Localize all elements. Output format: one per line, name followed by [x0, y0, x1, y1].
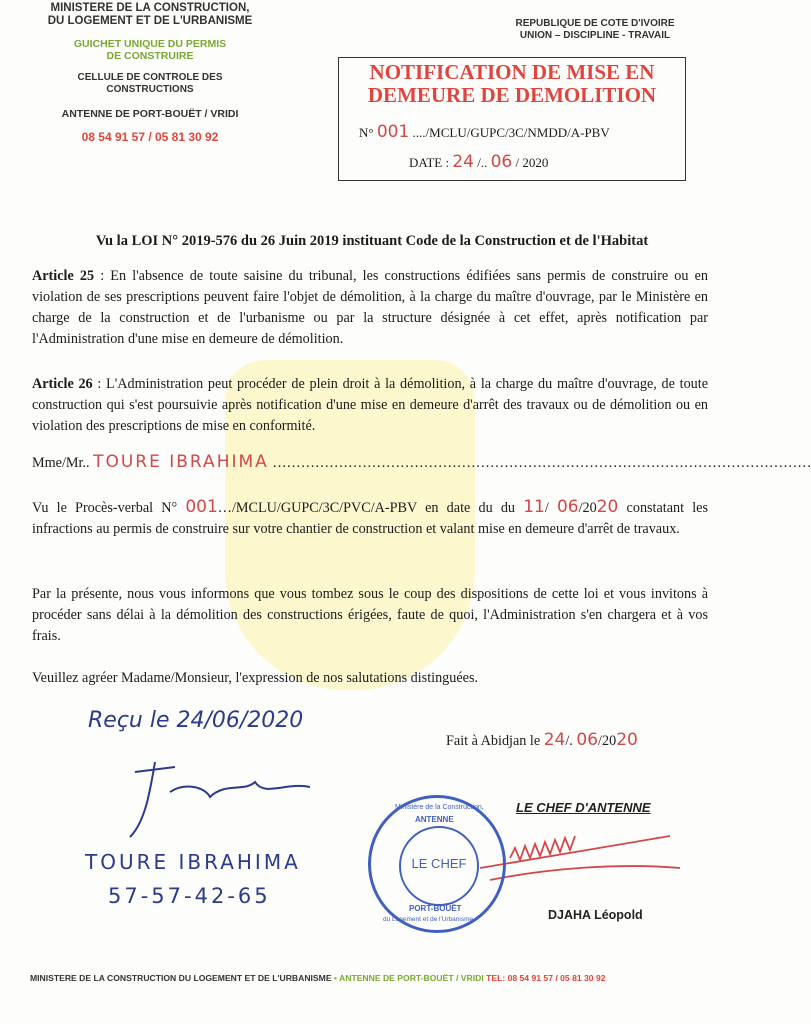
fait-year-suffix: 20: [616, 730, 638, 750]
antenne-label: ANTENNE DE PORT-BOUËT / VRIDI: [61, 108, 239, 120]
addressee-label: Mme/Mr: [32, 455, 83, 471]
date-day: 24: [452, 152, 474, 172]
date-label: DATE :: [409, 155, 450, 170]
pv-year-suffix: 20: [596, 497, 619, 517]
ministry-line1: MINISTERE DE LA CONSTRUCTION,: [50, 2, 250, 14]
footer-antenne: • ANTENNE DE PORT-BOUËT / VRIDI: [333, 973, 484, 983]
pv-year-prefix: /20: [578, 500, 597, 516]
pv-middle: …/MCLU/GUPC/3C/PVC/A-PBV en date du du: [217, 500, 516, 516]
article-26: [32, 374, 708, 437]
stamp-antenne: ANTENNE: [415, 815, 454, 824]
footer-ministry: MINISTERE DE LA CONSTRUCTION DU LOGEMENT ET DE L'URBANISME: [30, 973, 332, 983]
notification-box: [338, 57, 686, 181]
stamp-port: PORT-BOUËT: [409, 904, 462, 913]
addressee-dots: ……………………………………………………………………………………………………: [272, 455, 811, 471]
official-stamp: [368, 795, 506, 933]
notification-title-line1: NOTIFICATION DE MISE EN: [369, 60, 655, 84]
notification-date: DATE : 24 /.. 06 / 2020: [409, 152, 549, 172]
fait-month: 06: [576, 730, 599, 750]
header-republic: [470, 18, 720, 42]
stamp-center-label: LE CHEF: [411, 856, 467, 871]
receipt-phone: 57-57-42-65: [108, 884, 271, 908]
footer-tel: TEL: 08 54 91 57 / 05 81 30 92: [486, 973, 606, 983]
fait-day: 24: [543, 730, 566, 750]
salutations: Veuillez agréer Madame/Monsieur, l'expression de nos salutations distinguées.: [32, 670, 479, 686]
guichet-line2: DE CONSTRUIRE: [106, 50, 194, 62]
receipt-date: Reçu le 24/06/2020: [88, 708, 304, 733]
article-26-label: Article 26: [32, 376, 93, 392]
pv-prefix: Vu le Procès-verbal N°: [32, 500, 178, 516]
pv-month: 06: [556, 497, 579, 517]
pv-day: 11: [523, 497, 545, 517]
fait-year-prefix: /20: [598, 733, 617, 749]
stamp-ring-bottom: du Logement et de l'Urbanisme: [383, 916, 474, 923]
header-ministry: [0, 2, 300, 144]
date-month: 06: [490, 152, 513, 172]
article-25-text: : En l'absence de toute saisine du tribunal, les constructions édifiées sans permis de construire ou en violation de ses prescriptions peuvent faire l'objet de démolition, à la charge du maître d'ouvrage, par le Ministère en charge de la construction et de l'urbanisme ou par la structure désignée à cet effet, après notification par l'Administration d'une mise en demeure de démolition.: [32, 268, 709, 347]
num-handwritten: 001: [376, 122, 410, 142]
pv-paragraph: Vu le Procès-verbal N° 001…/MCLU/GUPC/3C/PVC/A-PBV en date du du 11/ 06/2020 constatant les infractions au permis de construire sur votre chantier de construction et valant mise en demeure d'arrêt de travaux.: [32, 497, 708, 537]
notification-number: [359, 122, 610, 142]
pv-rest: constatant les infractions au permis de construire sur votre chantier de construction et valant mise en demeure d'arrêt de travaux.: [32, 500, 708, 537]
article-26-text: : L'Administration peut procéder de plein droit à la démolition, à la charge du maître d'ouvrage, de toute construction qui s'est poursuivie après notification d'une mise en demeure d'arrêt des travaux ou de démolition ou en violation des prescriptions de mise en conformité.: [32, 376, 708, 434]
article-25-label: Article 25: [32, 268, 95, 284]
presente-paragraph: Par la présente, nous vous informons que vous tombez sous le coup des dispositions de cette loi et vous invitons à procéder sans délai à la démolition des constructions érigées, faute de quoi, l'Administration s'en chargera et à vos frais.: [32, 586, 708, 644]
ministry-line2: DU LOGEMENT ET DE L'URBANISME: [47, 15, 253, 27]
addressee-name: TOURE IBRAHIMA: [93, 452, 269, 472]
date-year: / 2020: [515, 155, 549, 170]
notification-title-line2: DEMEURE DE DEMOLITION: [367, 83, 657, 107]
article-25: [32, 266, 708, 350]
cellule-line2: CONSTRUCTIONS: [106, 84, 194, 95]
chef-antenne-title: LE CHEF D'ANTENNE: [516, 800, 651, 815]
law-title: Vu la LOI N° 2019-576 du 26 Juin 2019 instituant Code de la Construction et de l'Habitat: [95, 233, 649, 249]
notification-title: [339, 61, 685, 107]
fait-prefix: Fait à Abidjan le: [446, 733, 541, 749]
num-suffix: ..../MCLU/GUPC/3C/NMDD/A-PBV: [412, 125, 610, 140]
chef-name: DJAHA Léopold: [548, 908, 643, 922]
num-prefix: N°: [359, 125, 374, 140]
header-phones: 08 54 91 57 / 05 81 30 92: [81, 130, 219, 144]
guichet-line1: GUICHET UNIQUE DU PERMIS: [73, 38, 227, 50]
republic-name: REPUBLIQUE DE COTE D'IVOIRE: [515, 18, 675, 29]
fait-a-line: Fait à Abidjan le 24/. 06/2020: [446, 730, 638, 750]
cellule-line1: CELLULE DE CONTROLE DES: [77, 72, 223, 83]
pv-num: 001: [185, 497, 218, 517]
republic-motto: UNION – DISCIPLINE - TRAVAIL: [519, 30, 671, 41]
receipt-name: TOURE IBRAHIMA: [85, 850, 301, 874]
addressee-line: Mme/Mr.. TOURE IBRAHIMA ……………………………………………………………………………………………………: [32, 452, 811, 472]
recipient-signature: [115, 752, 325, 852]
footer: [30, 973, 730, 983]
stamp-inner-circle: [399, 826, 479, 906]
stamp-ring-top: Ministère de la Construction,: [395, 804, 484, 811]
